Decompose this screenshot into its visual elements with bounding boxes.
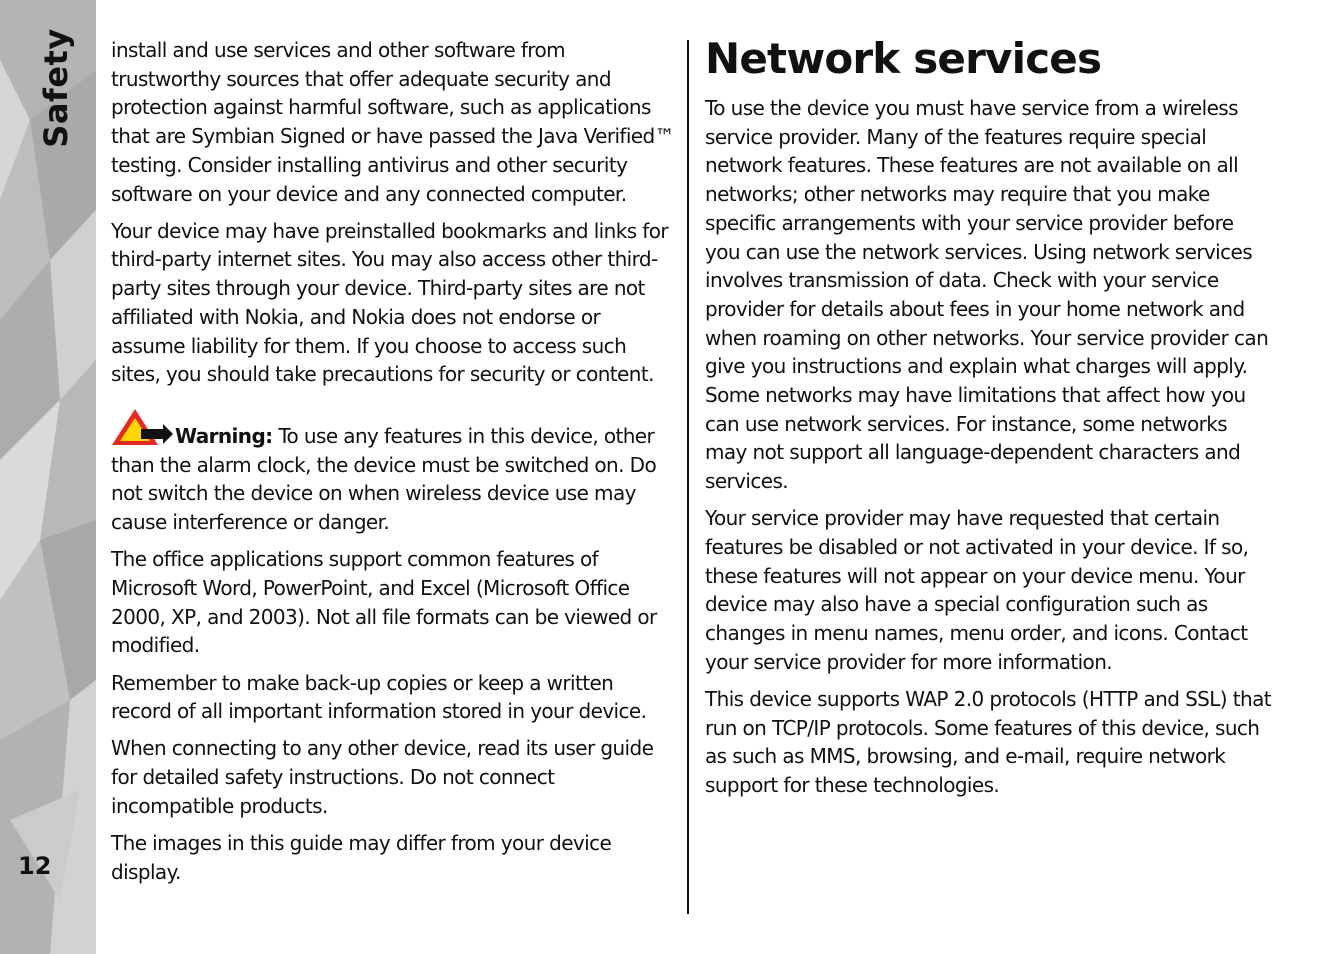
column-divider (687, 40, 689, 914)
paragraph: Your service provider may have requested that certain features be disabled or not activated in your device. If so, these features will not appear on your device menu. Your device may also have a special configuration such as changes in menu names, menu order, and icons. Contact your service provider for more information. (705, 506, 1249, 674)
paragraph: install and use services and other software from trustworthy sources that offer adequate security and protection against harmful software, such as applications that are Symbian Signed or have passed the Java Verified™ testing. Consider installing antivirus and other security software on your device and any connected computer. (111, 38, 674, 206)
paragraph: The images in this guide may differ from your device display. (111, 831, 612, 884)
paragraph: When connecting to any other device, read its user guide for detailed safety instructions. Do not connect incompatible products. (111, 736, 654, 818)
paragraph: The office applications support common features of Microsoft Word, PowerPoint, and Excel (Microsoft Office 2000, XP, and 2003). Not all file formats can be viewed or modified. (111, 547, 657, 658)
sidebar (0, 0, 96, 954)
paragraph: To use the device you must have service from a wireless service provider. Many of the features require special network features. These features are not available on all networks; other networks may require that you make specific arrangements with your service provider before you can use the network services. Using network services involves transmission of data. Check with your service provider for details about fees in your home network and when roaming on other networks. Your service provider can give you instructions and explain what charges will apply. Some networks may have limitations that affect how you can use network services. For instance, some networks may not support all language-dependent characters and services. (705, 96, 1269, 494)
paragraph: Remember to make back-up copies or keep a written record of all important information stored in your device. (111, 670, 647, 724)
paragraph: This device supports WAP 2.0 protocols (HTTP and SSL) that run on TCP/IP protocols. Some features of this device, such as such as MMS, browsing, and e-mail, require network support for these technologies. (705, 687, 1271, 798)
section-title: Safety (37, 28, 75, 148)
section-heading: Network services (705, 34, 1102, 83)
warning-note (111, 407, 677, 537)
warning-triangle-icon (111, 407, 173, 447)
left-column (111, 36, 677, 895)
warning-text: To use any features in this device, other than the alarm clock, the device must be switched on. Do not switch the device on when wireless device use may cause interference or danger. (111, 423, 657, 535)
paragraph: Your device may have preinstalled bookmarks and links for third-party internet sites. You may also access other third-party sites through your device. Third-party sites are not affiliated with Nokia, and Nokia does not endorse or assume liability for them. If you choose to access such sites, you should take precautions for security or content. (111, 218, 668, 387)
right-column (705, 34, 1271, 808)
page-number: 12 (18, 852, 52, 880)
warning-label: Warning: (175, 423, 273, 448)
